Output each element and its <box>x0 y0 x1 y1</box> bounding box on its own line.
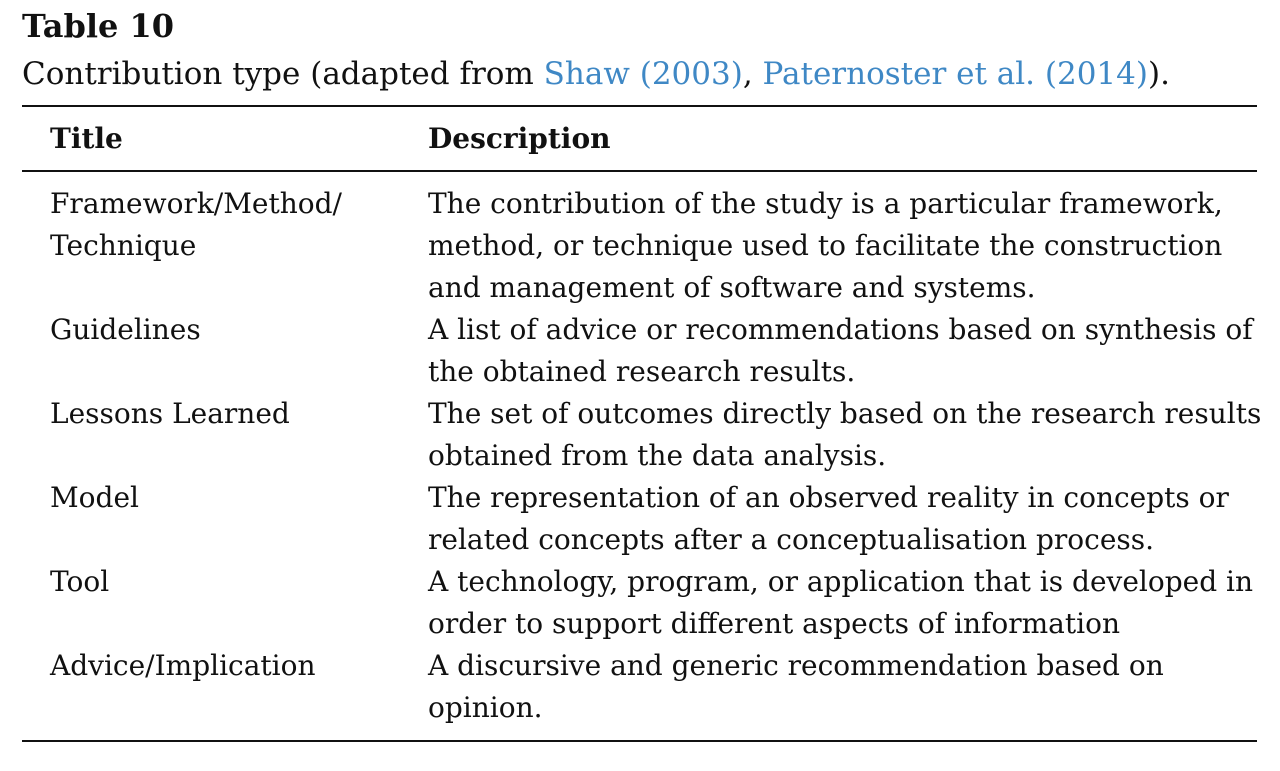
citation-link-shaw[interactable]: Shaw (2003) <box>543 56 743 92</box>
row-description-line: A list of advice or recommendations based on synthesis of <box>428 313 1253 346</box>
table-row <box>0 393 1280 477</box>
row-description <box>428 183 1248 309</box>
table-number: Table 10 <box>22 7 175 45</box>
column-header-description: Description <box>428 122 611 155</box>
row-description-line: obtained from the data analysis. <box>428 439 887 472</box>
table-row <box>0 561 1280 645</box>
row-description-line: order to support different aspects of information <box>428 607 1120 640</box>
table-row <box>0 477 1280 561</box>
row-description <box>428 561 1254 645</box>
row-description-line: opinion. <box>428 691 543 724</box>
row-description-line: A technology, program, or application that is developed in <box>428 565 1254 598</box>
table-row <box>0 645 1280 729</box>
row-description <box>428 477 1248 561</box>
row-title-line: Guidelines <box>50 313 201 346</box>
row-description <box>428 393 1262 477</box>
row-title <box>50 477 400 519</box>
table-caption <box>22 52 1170 96</box>
table-row <box>0 183 1280 309</box>
table-top-rule <box>22 105 1257 107</box>
row-title-line: Tool <box>50 565 110 598</box>
row-description <box>428 645 1248 729</box>
row-title <box>50 183 400 267</box>
row-title <box>50 309 400 351</box>
row-title-line: Framework/Method/ <box>50 187 342 220</box>
row-title <box>50 561 400 603</box>
row-title-line: Lessons Learned <box>50 397 290 430</box>
row-title-line: Advice/Implication <box>50 649 316 682</box>
row-description-line: method, or technique used to facilitate the construction <box>428 229 1223 262</box>
row-title <box>50 393 400 435</box>
row-description <box>428 309 1253 393</box>
row-description-line: A discursive and generic recommendation based on <box>428 649 1164 682</box>
row-description-line: and management of software and systems. <box>428 271 1036 304</box>
caption-suffix: ). <box>1147 56 1170 92</box>
row-description-line: related concepts after a conceptualisation process. <box>428 523 1155 556</box>
caption-separator: , <box>742 56 763 92</box>
row-description-line: The set of outcomes directly based on the research results <box>428 397 1262 430</box>
row-description-line: The representation of an observed reality in concepts or <box>428 481 1229 514</box>
table-bottom-rule <box>22 740 1257 742</box>
row-title-line: Model <box>50 481 139 514</box>
column-header-title: Title <box>50 122 123 155</box>
caption-prefix: Contribution type (adapted from <box>22 56 544 92</box>
row-description-line: the obtained research results. <box>428 355 856 388</box>
citation-link-paternoster[interactable]: Paternoster et al. (2014) <box>762 56 1148 92</box>
row-title <box>50 645 400 687</box>
table-row <box>0 309 1280 393</box>
row-title-line: Technique <box>50 229 197 262</box>
row-description-line: The contribution of the study is a particular framework, <box>428 187 1223 220</box>
table-header-rule <box>22 170 1257 172</box>
table-body <box>0 183 1280 729</box>
